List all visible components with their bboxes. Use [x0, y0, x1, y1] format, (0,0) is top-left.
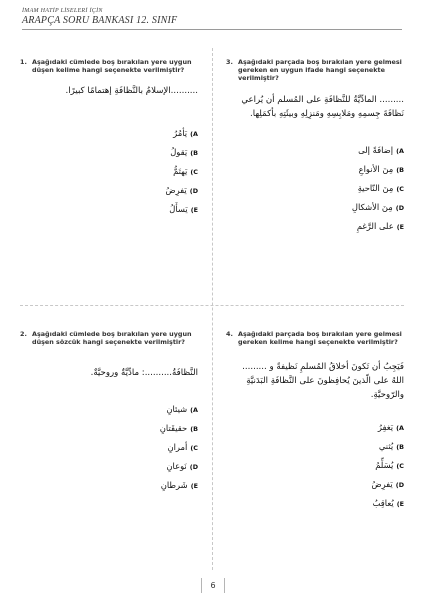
- question-text: Aşağıdaki parçada boş bırakılan yere gelmesi gereken en uygun ifade hangi seçenekte verilmiştir?: [238, 58, 402, 83]
- options-list: [20, 400, 198, 495]
- option-a[interactable]: A)إضافَةً إلى: [358, 144, 404, 155]
- option-b[interactable]: B)يُثني: [378, 441, 404, 452]
- question-1: [20, 58, 198, 219]
- header-title: ARAPÇA SORU BANKASI 12. SINIF: [22, 15, 178, 26]
- option-b[interactable]: B)يَقولُ: [170, 147, 198, 158]
- question-arabic: النَّظافَةُ..........: مادِّيَّةٌ وروحيَّةٌ.: [90, 368, 198, 379]
- question-arabic: فَيَجِبُ أن تَكونَ أخلاقُ المُسلمِ نَظيفةً و ......... اللهُ على الّذينَ يُحافِظونَ على النَّظافَةِ البَدَنيَّةِ والرّوحيَّةِ.: [242, 362, 404, 401]
- question-text: Aşağıdaki parçada boş bırakılan yere gelmesi gereken kelime hangi seçenekte verilmiştir?: [238, 330, 402, 347]
- page-header: [22, 8, 402, 30]
- question-number: 4.: [226, 330, 233, 338]
- option-c[interactable]: C)مِنَ النّاحيةِ: [357, 182, 404, 193]
- question-arabic: ..........الإسلامُ بالنَّظافَةِ إهتمامًا كبيرًا.: [65, 86, 198, 97]
- option-c[interactable]: C)يَهتَمُّ: [173, 166, 198, 177]
- row-divider: [20, 305, 404, 306]
- question-arabic: ......... المادِّيَّةُ للنَّظافَةِ على المُسلم أن يُراعي نَظافَةَ جِسمِهِ ومَلابِسِهِ ومَنزِلِهِ وبيئَتِهِ بأكمَلِها.: [241, 94, 404, 119]
- question-4: [226, 330, 404, 513]
- question-number: 2.: [20, 330, 27, 338]
- option-d[interactable]: D)نَوعانِ: [166, 461, 198, 472]
- option-c[interactable]: C)يُسَلِّمُ: [375, 460, 404, 471]
- column-divider: [212, 48, 213, 570]
- page-number: 6: [201, 578, 225, 593]
- option-a[interactable]: A)يَأمُرُ: [173, 128, 198, 139]
- option-d[interactable]: D)يَفرِضُ: [371, 479, 404, 490]
- option-b[interactable]: B)مِنَ الأنواعِ: [358, 163, 404, 174]
- question-number: 3.: [226, 58, 233, 66]
- option-e[interactable]: E)يَسأَلُ: [169, 204, 198, 215]
- option-d[interactable]: D)مِنَ الأشكالِ: [351, 201, 404, 212]
- option-c[interactable]: C)أمرانِ: [167, 442, 198, 453]
- question-2: [20, 330, 198, 495]
- option-e[interactable]: E)على الرَّغمِ: [356, 220, 404, 231]
- header-rule: [22, 29, 402, 30]
- option-e[interactable]: E)شَرطانِ: [160, 480, 198, 491]
- question-text: Aşağıdaki cümlede boş bırakılan yere uygun düşen kelime hangi seçenekte verilmiştir?: [32, 58, 192, 75]
- option-a[interactable]: A)يَغفِرُ: [377, 422, 404, 433]
- question-number: 1.: [20, 58, 27, 66]
- option-a[interactable]: A)شيئانِ: [166, 404, 198, 415]
- options-list: [226, 418, 404, 513]
- option-b[interactable]: B)حقيقَتانِ: [159, 423, 198, 434]
- header-subtitle: İMAM HATİP LİSELERİ İÇİN: [22, 8, 103, 14]
- options-list: [226, 141, 404, 236]
- option-d[interactable]: D)يَفرِضُ: [165, 185, 198, 196]
- question-text: Aşağıdaki cümlede boş bırakılan yere uygun düşen sözcük hangi seçenekte verilmiştir?: [32, 330, 192, 347]
- question-3: [226, 58, 404, 236]
- option-e[interactable]: E)يُعاقِبُ: [372, 498, 404, 509]
- options-list: [20, 124, 198, 219]
